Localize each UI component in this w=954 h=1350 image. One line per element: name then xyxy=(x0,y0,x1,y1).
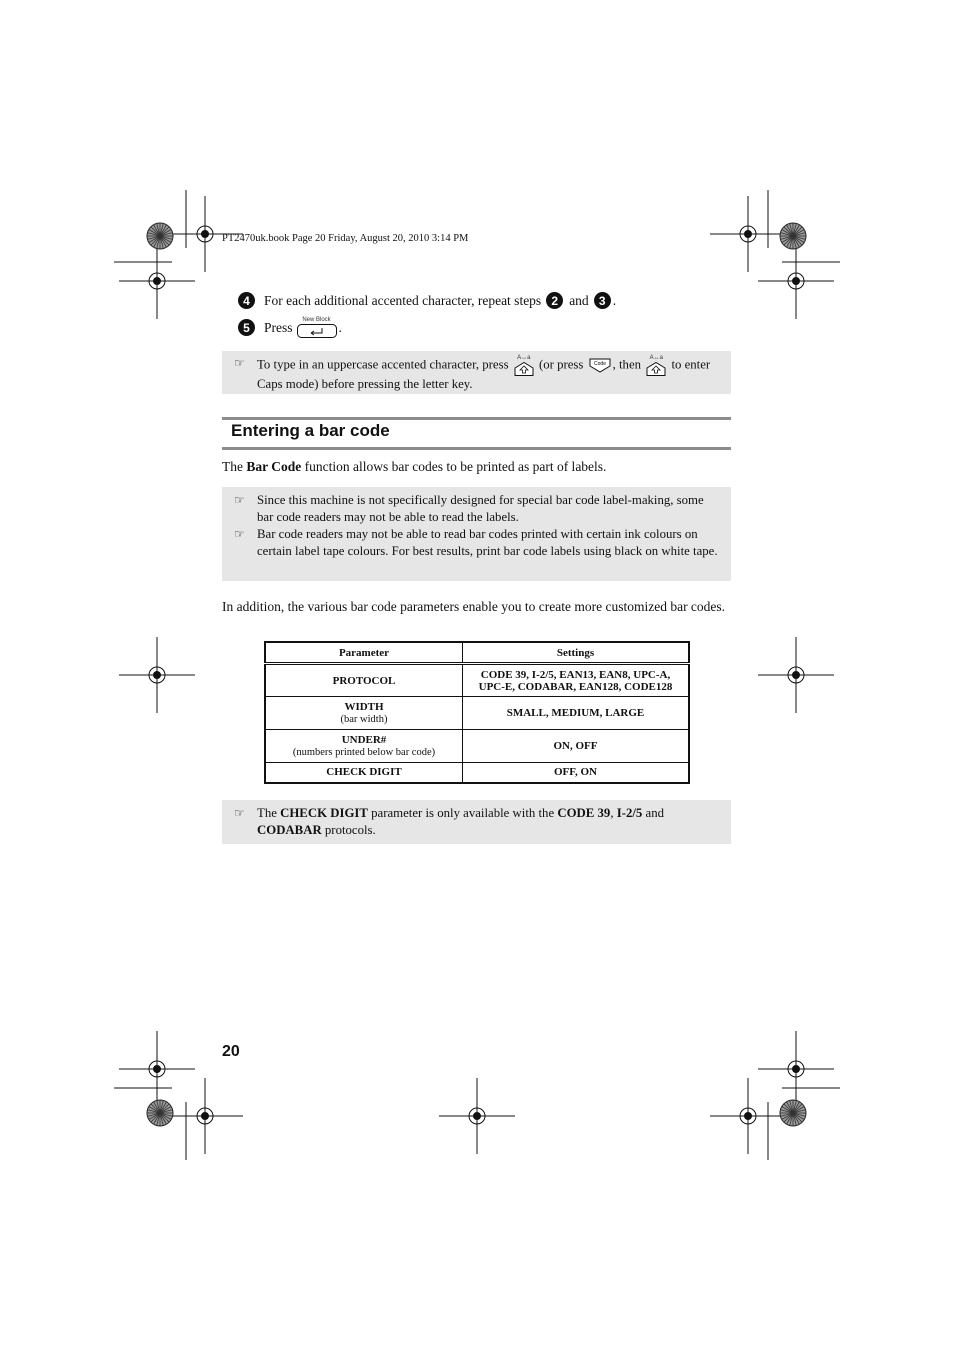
registration-mark-icon xyxy=(119,1031,195,1107)
step-text-and: and xyxy=(569,292,589,308)
svg-text:Code: Code xyxy=(593,361,606,367)
step-4 xyxy=(236,292,616,309)
param-cell: CHECK DIGIT xyxy=(265,763,463,783)
step-text: Press xyxy=(264,319,293,335)
bar-code-parameter-table xyxy=(264,641,690,784)
table-row xyxy=(265,697,689,730)
registration-mark-icon xyxy=(167,1078,243,1154)
parameters-paragraph: In addition, the various bar code parameters enable you to create more customized bar codes. xyxy=(222,599,726,614)
registration-mark-icon xyxy=(439,1078,515,1154)
header-parameter: Parameter xyxy=(265,642,463,664)
registration-mark-icon xyxy=(119,243,195,319)
page-number: 20 xyxy=(222,1043,240,1060)
registration-mark-icon xyxy=(710,1078,786,1154)
note-item: ☞ Bar code readers may not be able to read bar codes printed with certain ink colours on certain label tape colours. For best results, print bar code labels using black on white tape. xyxy=(234,527,718,558)
registration-mark-icon xyxy=(758,1031,834,1107)
param-cell: PROTOCOL xyxy=(265,664,463,697)
step-end: . xyxy=(612,292,617,308)
registration-mark-icon xyxy=(758,637,834,713)
registration-mark-icon xyxy=(119,637,195,713)
section-rule-bottom xyxy=(222,447,731,450)
pointing-hand-icon: ☞ xyxy=(234,356,245,370)
step-number-badge: 4 xyxy=(238,292,255,309)
pointing-hand-icon: ☞ xyxy=(234,806,245,820)
color-registration-disc-icon xyxy=(147,223,173,249)
step-5 xyxy=(236,317,342,338)
settings-cell: ON, OFF xyxy=(463,730,690,763)
note-box-uppercase xyxy=(222,351,731,394)
color-registration-disc-icon xyxy=(780,223,806,249)
step-ref-badge: 3 xyxy=(594,292,611,309)
color-registration-disc-icon xyxy=(780,1100,806,1126)
registration-mark-icon xyxy=(710,196,786,272)
note-box-check-digit: ☞ The CHECK DIGIT parameter is only available with the CODE 39, I-2/5 and CODABAR protocols. xyxy=(222,800,731,844)
settings-cell: CODE 39, I-2/5, EAN13, EAN8, UPC-A, UPC-E, CODABAR, EAN128, CODE128 xyxy=(463,664,690,697)
section-rule-top xyxy=(222,417,731,420)
table-row xyxy=(265,730,689,763)
step-ref-badge: 2 xyxy=(546,292,563,309)
note-item: ☞ Since this machine is not specifically designed for special bar code label-making, some bar code readers may not be able to read the labels. xyxy=(234,493,704,524)
section-title: Entering a bar code xyxy=(231,421,390,440)
new-block-key-icon: New Block xyxy=(297,317,337,338)
page-header: PT2470uk.book Page 20 Friday, August 20, 2010 3:14 PM xyxy=(222,233,469,244)
note-text: To type in an uppercase accented character, press A↔a (or press Code , then A↔a to enter Caps mode) before pressing the letter key. xyxy=(257,355,711,391)
shift-key-icon: A↔a xyxy=(646,355,666,376)
table-row xyxy=(265,664,689,697)
shift-key-icon: A↔a xyxy=(514,355,534,376)
color-registration-disc-icon xyxy=(147,1100,173,1126)
settings-cell: SMALL, MEDIUM, LARGE xyxy=(463,697,690,730)
settings-cell: OFF, ON xyxy=(463,763,690,783)
table-row xyxy=(265,763,689,783)
pointing-hand-icon: ☞ xyxy=(234,527,245,541)
pointing-hand-icon: ☞ xyxy=(234,493,245,507)
param-cell: UNDER# (numbers printed below bar code) xyxy=(265,730,463,763)
table-header-row xyxy=(265,642,689,664)
param-cell: WIDTH (bar width) xyxy=(265,697,463,730)
header-settings: Settings xyxy=(463,642,690,664)
note-box-reader-warnings xyxy=(222,487,731,581)
step-end: . xyxy=(338,319,342,335)
step-text: For each additional accented character, repeat steps xyxy=(264,292,542,308)
intro-paragraph: The Bar Code function allows bar codes to be printed as part of labels. xyxy=(222,459,607,474)
registration-mark-icon xyxy=(758,243,834,319)
step-number-badge: 5 xyxy=(238,319,255,336)
code-key-icon xyxy=(589,358,611,373)
bar-code-term: Bar Code xyxy=(246,459,302,474)
